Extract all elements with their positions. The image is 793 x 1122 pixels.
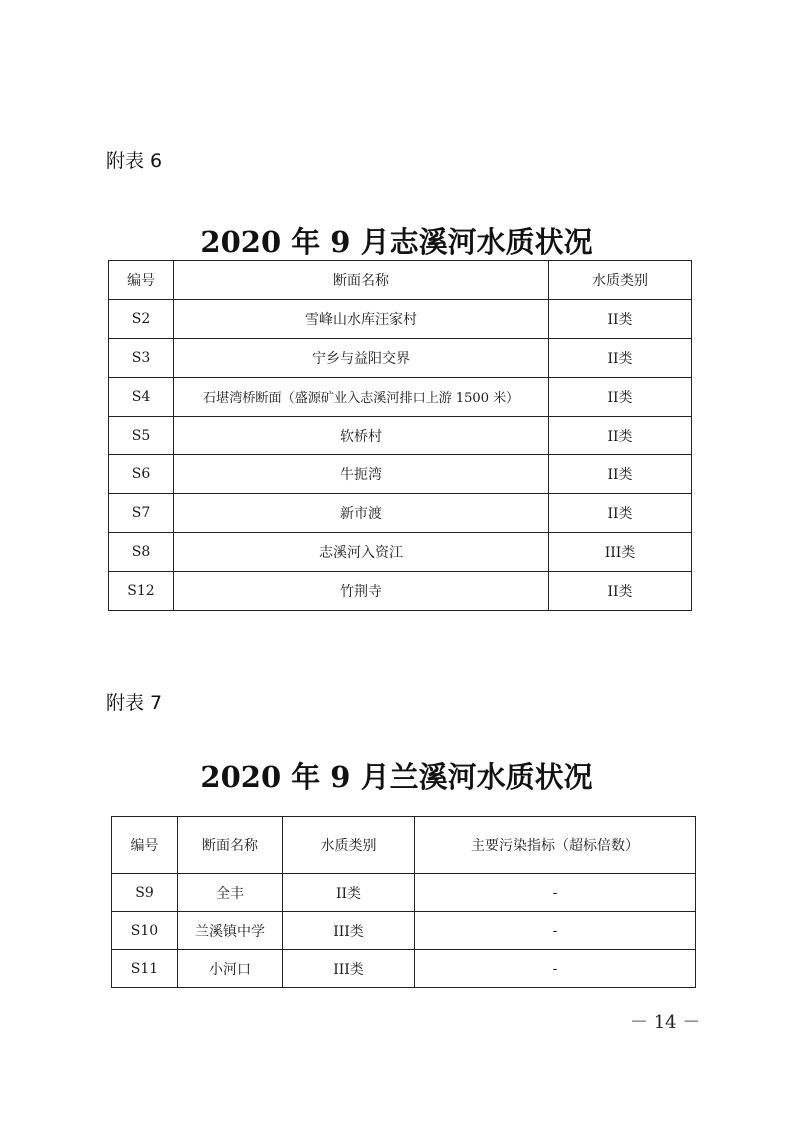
table-row xyxy=(109,377,692,416)
table-row xyxy=(109,338,692,377)
cell-category: III类 xyxy=(549,533,692,572)
cell-section-name: 新市渡 xyxy=(174,494,549,533)
cell-category: II类 xyxy=(549,494,692,533)
table-6-title: 2020 年 9 月志溪河水质状况 xyxy=(200,225,593,259)
header-section-name: 断面名称 xyxy=(178,817,283,874)
header-main-pollutant: 主要污染指标（超标倍数） xyxy=(415,817,696,874)
table-header-row xyxy=(112,817,696,874)
cell-id: S10 xyxy=(112,912,178,950)
cell-section-name: 石堪湾桥断面（盛源矿业入志溪河排口上游 1500 米） xyxy=(174,377,549,416)
cell-category: II类 xyxy=(549,416,692,455)
table-row xyxy=(112,912,696,950)
cell-id: S2 xyxy=(109,299,174,338)
header-section-name: 断面名称 xyxy=(174,261,549,300)
water-quality-table-zhixi xyxy=(108,260,692,611)
table-header-row xyxy=(109,261,692,300)
header-id: 编号 xyxy=(112,817,178,874)
cell-id: S7 xyxy=(109,494,174,533)
cell-id: S3 xyxy=(109,338,174,377)
cell-category: III类 xyxy=(283,912,415,950)
cell-id: S4 xyxy=(109,377,174,416)
cell-category: II类 xyxy=(549,338,692,377)
cell-section-name: 竹荆寺 xyxy=(174,572,549,611)
cell-category: II类 xyxy=(549,377,692,416)
cell-section-name: 雪峰山水库汪家村 xyxy=(174,299,549,338)
table-row xyxy=(112,950,696,988)
cell-category: II类 xyxy=(549,572,692,611)
appendix-7-label: 附表 7 xyxy=(106,692,163,714)
cell-section-name: 志溪河入资江 xyxy=(174,533,549,572)
cell-section-name: 牛扼湾 xyxy=(174,455,549,494)
cell-section-name: 兰溪镇中学 xyxy=(178,912,283,950)
table-row xyxy=(112,874,696,912)
table-row xyxy=(109,533,692,572)
table-7-title: 2020 年 9 月兰溪河水质状况 xyxy=(200,760,593,794)
water-quality-table-lanxi xyxy=(111,816,696,988)
cell-id: S6 xyxy=(109,455,174,494)
header-category: 水质类别 xyxy=(549,261,692,300)
table-row xyxy=(109,416,692,455)
cell-pollutant: - xyxy=(415,950,696,988)
cell-category: II类 xyxy=(283,874,415,912)
table-row xyxy=(109,299,692,338)
table-row xyxy=(109,572,692,611)
cell-id: S9 xyxy=(112,874,178,912)
table-row xyxy=(109,494,692,533)
cell-category: III类 xyxy=(283,950,415,988)
cell-category: II类 xyxy=(549,455,692,494)
cell-pollutant: - xyxy=(415,874,696,912)
cell-category: II类 xyxy=(549,299,692,338)
cell-id: S11 xyxy=(112,950,178,988)
cell-section-name: 宁乡与益阳交界 xyxy=(174,338,549,377)
header-category: 水质类别 xyxy=(283,817,415,874)
cell-section-name: 软桥村 xyxy=(174,416,549,455)
cell-id: S5 xyxy=(109,416,174,455)
cell-id: S12 xyxy=(109,572,174,611)
cell-section-name: 全丰 xyxy=(178,874,283,912)
cell-pollutant: - xyxy=(415,912,696,950)
appendix-6-label: 附表 6 xyxy=(106,150,163,172)
header-id: 编号 xyxy=(109,261,174,300)
table-row xyxy=(109,455,692,494)
page-number: － 14 － xyxy=(630,1012,701,1033)
cell-section-name: 小河口 xyxy=(178,950,283,988)
cell-id: S8 xyxy=(109,533,174,572)
